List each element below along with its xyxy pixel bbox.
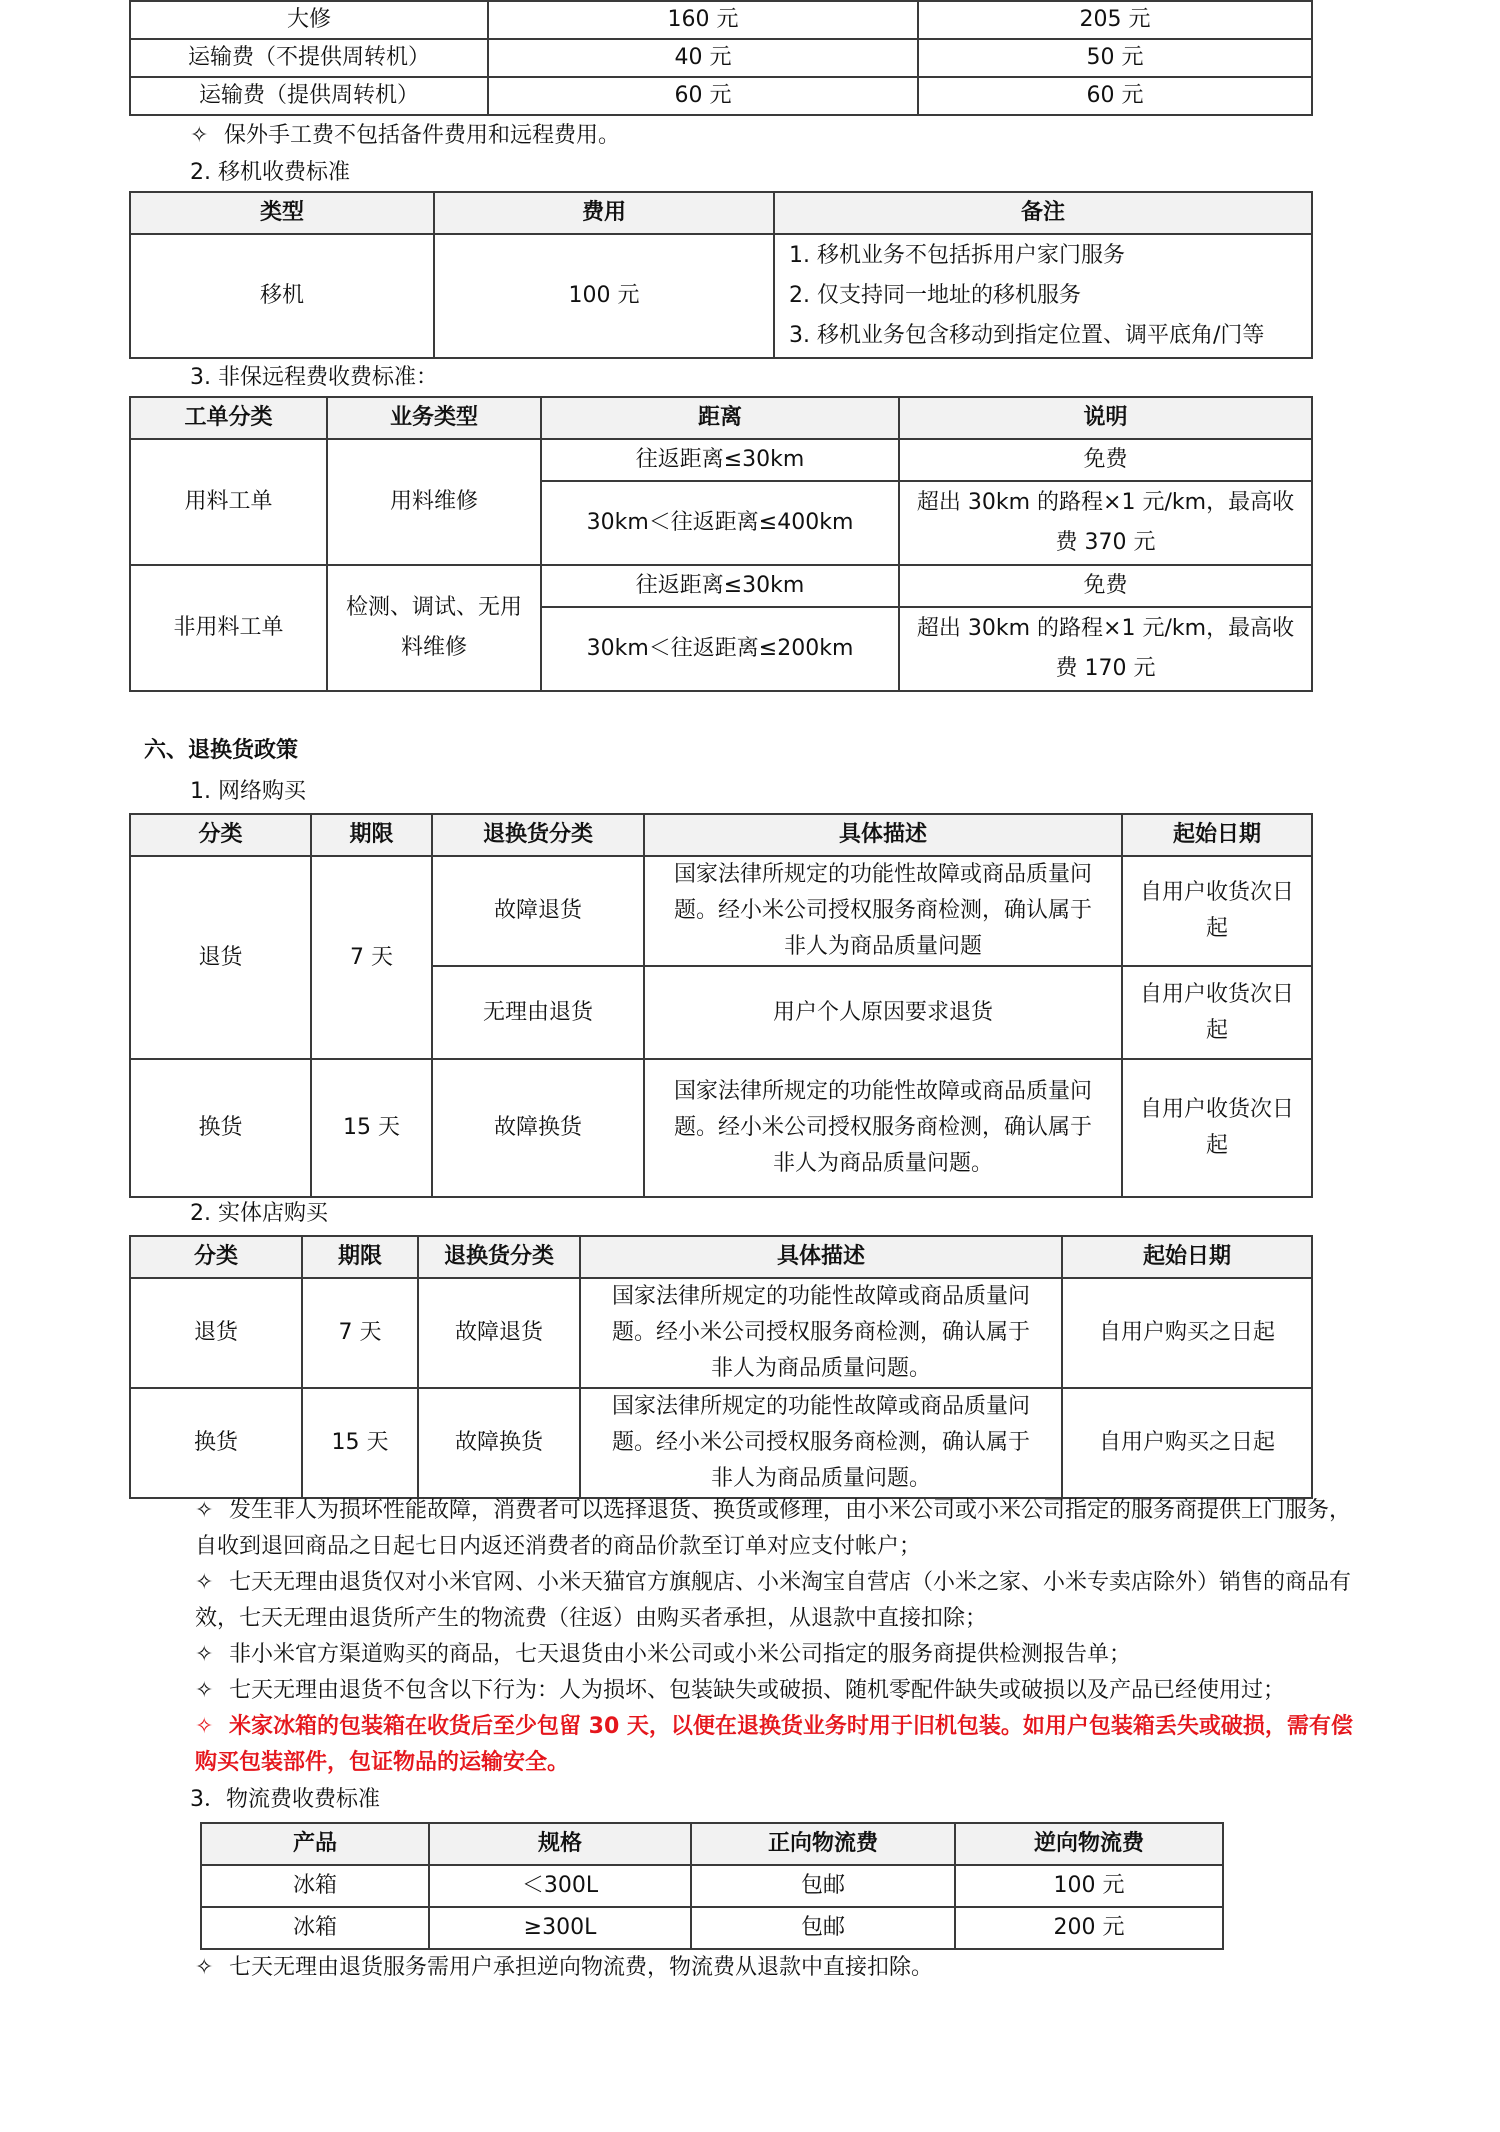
logistics-forward: 包邮	[691, 1907, 955, 1949]
move-fee-table	[129, 191, 1313, 359]
header-cell: 具体描述	[580, 1236, 1062, 1278]
move-remark: 3. 移机业务包含移动到指定位置、调平底角/门等	[789, 323, 1265, 348]
star-bullet-icon: ✧	[195, 1714, 214, 1739]
return-type: 故障换货	[432, 1059, 644, 1197]
store-return-table	[129, 1235, 1313, 1499]
store-period: 7 天	[302, 1278, 418, 1388]
logistics-forward: 包邮	[691, 1865, 955, 1907]
policy-notes	[195, 1493, 1355, 1781]
header-cell: 业务类型	[327, 397, 541, 439]
store-type: 故障换货	[418, 1388, 580, 1498]
fee-b: 50 元	[918, 39, 1312, 77]
star-bullet-icon: ✧	[195, 1678, 214, 1703]
return-type: 无理由退货	[432, 966, 644, 1059]
header-cell: 距离	[541, 397, 899, 439]
repair-fee-table	[129, 0, 1313, 116]
move-remark: 1. 移机业务不包括拆用户家门服务	[789, 243, 1125, 268]
header-cell: 分类	[130, 1236, 302, 1278]
distance: 往返距离≤30km	[541, 565, 899, 607]
business-type: 检测、调试、无用料维修	[327, 565, 541, 691]
star-bullet-icon: ✧	[195, 1642, 214, 1667]
move-remark: 2. 仅支持同一地址的移机服务	[789, 283, 1081, 308]
return-type: 故障退货	[432, 856, 644, 966]
remote-desc: 免费	[899, 439, 1312, 481]
header-cell: 工单分类	[130, 397, 327, 439]
policy-note: ✧ 七天无理由退货不包含以下行为：人为损坏、包装缺失或破损、随机零配件缺失或破损以及产品已经使用过；	[195, 1673, 1355, 1709]
header-cell: 逆向物流费	[955, 1823, 1223, 1865]
logistics-product: 冰箱	[201, 1865, 429, 1907]
policy-note: ✧ 七天无理由退货仅对小米官网、小米天猫官方旗舰店、小米淘宝自营店（小米之家、小米专卖店除外）销售的商品有效，七天无理由退货所产生的物流费（往返）由购买者承担，从退款中直接扣除；	[195, 1565, 1355, 1637]
logistics-fee-table	[200, 1822, 1224, 1950]
store-desc: 国家法律所规定的功能性故障或商品质量问题。经小米公司授权服务商检测，确认属于非人为商品质量问题。	[580, 1278, 1062, 1388]
fee-a: 160 元	[488, 1, 918, 39]
fee-a: 40 元	[488, 39, 918, 77]
return-start: 自用户收货次日起	[1122, 1059, 1312, 1197]
remote-fee-table	[129, 396, 1313, 692]
store-type: 故障退货	[418, 1278, 580, 1388]
section-title-online: 1. 网络购买	[190, 779, 306, 804]
policy-note: ✧ 非小米官方渠道购买的商品，七天退货由小米公司或小米公司指定的服务商提供检测报告单；	[195, 1637, 1355, 1673]
header-cell: 分类	[130, 814, 311, 856]
header-cell: 起始日期	[1122, 814, 1312, 856]
fee-b: 205 元	[918, 1, 1312, 39]
return-period: 15 天	[311, 1059, 432, 1197]
move-fee: 100 元	[434, 234, 774, 358]
store-start: 自用户购买之日起	[1062, 1278, 1312, 1388]
fee-label: 大修	[130, 1, 488, 39]
return-period: 7 天	[311, 856, 432, 1059]
remote-desc: 超出 30km 的路程×1 元/km，最高收费 170 元	[899, 607, 1312, 691]
distance: 30km＜往返距离≤200km	[541, 607, 899, 691]
policy-note-important: ✧ 米家冰箱的包装箱在收货后至少包留 30 天，以便在退换货业务时用于旧机包装。如用户包装箱丢失或破损，需有偿购买包装部件，包证物品的运输安全。	[195, 1709, 1355, 1781]
header-cell: 规格	[429, 1823, 691, 1865]
header-cell: 产品	[201, 1823, 429, 1865]
logistics-reverse: 200 元	[955, 1907, 1223, 1949]
labor-note: ✧ 保外手工费不包括备件费用和远程费用。	[190, 118, 620, 154]
order-category: 用料工单	[130, 439, 327, 565]
header-cell: 具体描述	[644, 814, 1122, 856]
fee-label: 运输费（提供周转机）	[130, 77, 488, 115]
star-bullet-icon: ✧	[195, 1955, 214, 1980]
logistics-note: ✧ 七天无理由退货服务需用户承担逆向物流费，物流费从退款中直接扣除。	[195, 1950, 933, 1986]
section-title-store: 2. 实体店购买	[190, 1201, 328, 1226]
store-category: 退货	[130, 1278, 302, 1388]
header-cell: 起始日期	[1062, 1236, 1312, 1278]
fee-b: 60 元	[918, 77, 1312, 115]
remote-desc: 免费	[899, 565, 1312, 607]
header-cell: 正向物流费	[691, 1823, 955, 1865]
header-cell: 退换货分类	[432, 814, 644, 856]
store-category: 换货	[130, 1388, 302, 1498]
return-category: 退货	[130, 856, 311, 1059]
online-return-table	[129, 813, 1313, 1198]
return-desc: 国家法律所规定的功能性故障或商品质量问题。经小米公司授权服务商检测，确认属于非人为商品质量问题	[644, 856, 1122, 966]
star-bullet-icon: ✧	[195, 1570, 214, 1595]
header-cell: 退换货分类	[418, 1236, 580, 1278]
distance: 往返距离≤30km	[541, 439, 899, 481]
return-category: 换货	[130, 1059, 311, 1197]
header-cell: 备注	[774, 192, 1312, 234]
logistics-spec: ≥300L	[429, 1907, 691, 1949]
section-title-remote: 3. 非保远程费收费标准：	[190, 365, 438, 390]
header-cell: 期限	[302, 1236, 418, 1278]
remote-desc: 超出 30km 的路程×1 元/km，最高收费 370 元	[899, 481, 1312, 565]
distance: 30km＜往返距离≤400km	[541, 481, 899, 565]
section-title-logistics: 3．物流费收费标准	[190, 1787, 380, 1812]
logistics-spec: ＜300L	[429, 1865, 691, 1907]
return-start: 自用户收货次日起	[1122, 966, 1312, 1059]
return-start: 自用户收货次日起	[1122, 856, 1312, 966]
return-desc: 用户个人原因要求退货	[644, 966, 1122, 1059]
move-type: 移机	[130, 234, 434, 358]
star-bullet-icon: ✧	[195, 1498, 214, 1523]
star-bullet-icon: ✧	[190, 123, 209, 148]
header-cell: 费用	[434, 192, 774, 234]
logistics-product: 冰箱	[201, 1907, 429, 1949]
store-period: 15 天	[302, 1388, 418, 1498]
section-title-return-policy: 六、退换货政策	[144, 738, 299, 763]
fee-a: 60 元	[488, 77, 918, 115]
store-start: 自用户购买之日起	[1062, 1388, 1312, 1498]
business-type: 用料维修	[327, 439, 541, 565]
header-cell: 说明	[899, 397, 1312, 439]
fee-label: 运输费（不提供周转机）	[130, 39, 488, 77]
header-cell: 类型	[130, 192, 434, 234]
store-desc: 国家法律所规定的功能性故障或商品质量问题。经小米公司授权服务商检测，确认属于非人为商品质量问题。	[580, 1388, 1062, 1498]
logistics-reverse: 100 元	[955, 1865, 1223, 1907]
policy-note: ✧ 发生非人为损坏性能故障，消费者可以选择退货、换货或修理，由小米公司或小米公司指定的服务商提供上门服务，自收到退回商品之日起七日内返还消费者的商品价款至订单对应支付帐户；	[195, 1493, 1355, 1565]
section-title-move: 2. 移机收费标准	[190, 160, 350, 185]
header-cell: 期限	[311, 814, 432, 856]
order-category: 非用料工单	[130, 565, 327, 691]
return-desc: 国家法律所规定的功能性故障或商品质量问题。经小米公司授权服务商检测，确认属于非人为商品质量问题。	[644, 1059, 1122, 1197]
